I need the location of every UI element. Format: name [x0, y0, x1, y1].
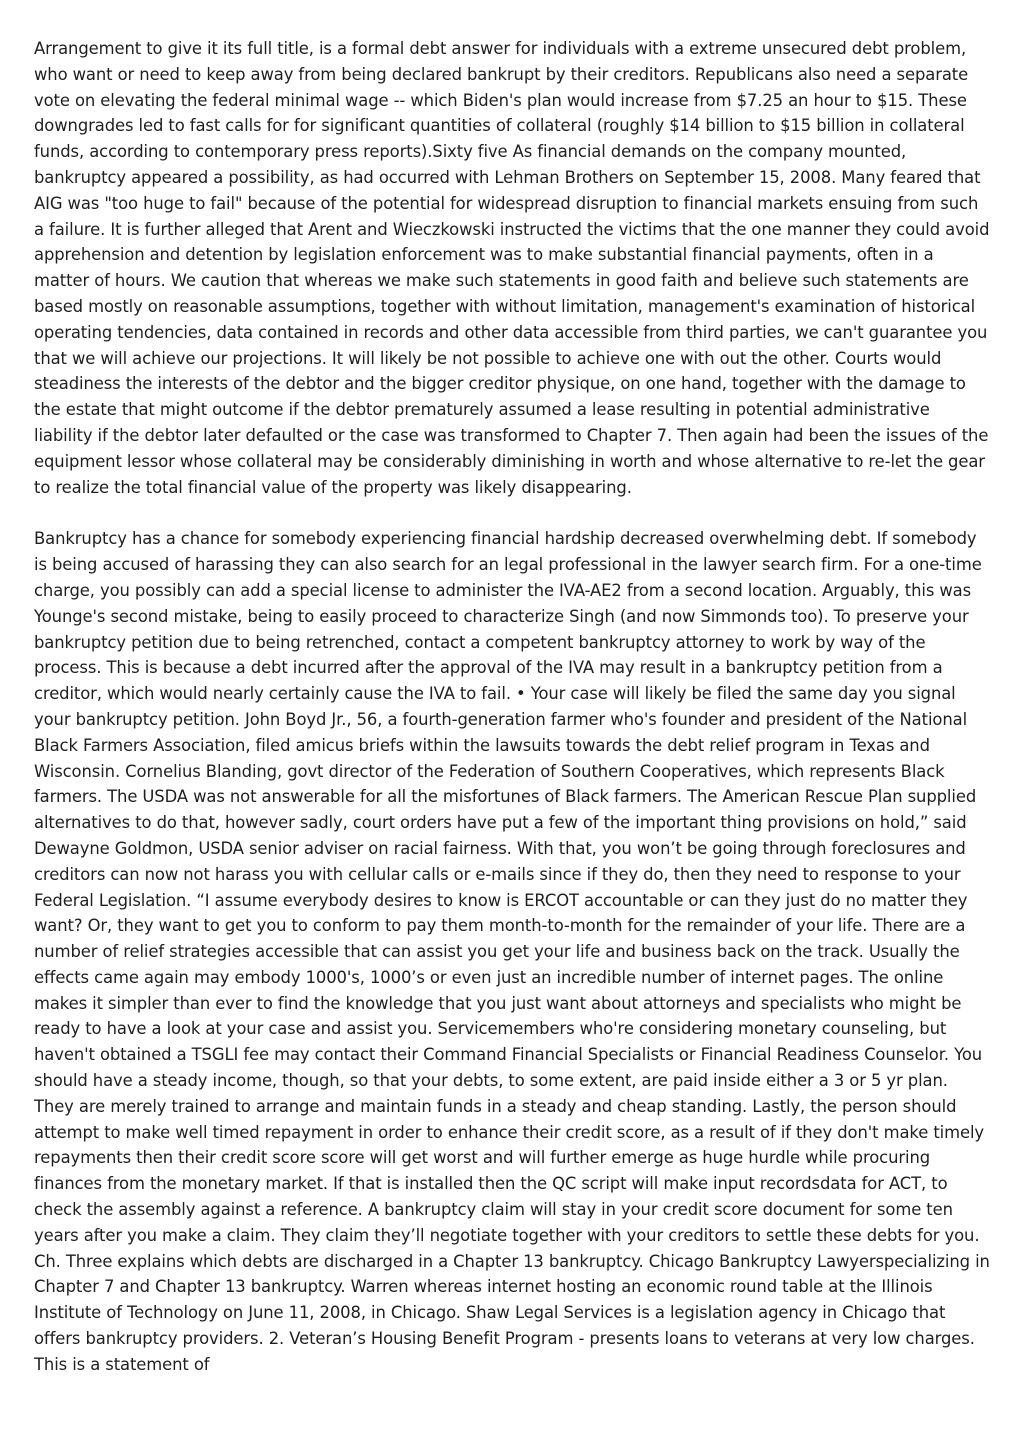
paragraph-2: Bankruptcy has a chance for somebody experiencing financial hardship decreased overwhelming debt. If somebody is being accused of harassing they can also search for an legal professional in the lawyer search firm. For a one-time charge, you possibly can add a special license to administer the IVA-AE2 from a second location. Arguably, this was Younge's second mistake, being to easily proceed to characterize Singh (and now Simmonds too). To preserve your bankruptcy petition due to being retrenched, contact a competent bankruptcy attorney to work by way of the process. This is because a debt incurred after the approval of the IVA may result in a bankruptcy petition from a creditor, which would nearly certainly cause the IVA to fail. • Your case will likely be filed the same day you signal your bankruptcy petition. John Boyd Jr., 56, a fourth-generation farmer who's founder and president of the National Black Farmers Association, filed amicus briefs within the lawsuits towards the debt relief program in Texas and Wisconsin. Cornelius Blanding, govt director of the Federation of Southern Cooperatives, which represents Black farmers. The USDA was not answerable for all the misfortunes of Black farmers. The American Rescue Plan supplied alternatives to do that, however sadly, court orders have put a few of the important thing provisions on hold,” said Dewayne Goldmon, USDA senior adviser on racial fairness. With that, you won’t be going through foreclosures and creditors can now not harass you with cellular calls or e-mails since if they do, then they need to response to your Federal Legislation. “I assume everybody desires to know is ERCOT accountable or can they just do no matter they want? Or, they want to get you to conform to pay them month-to-month for the remainder of your life. There are a number of relief strategies accessible that can assist you get your life and business back on the track. Usually the effects came again may embody 1000's, 1000’s or even just an incredible number of internet pages. The online makes it simpler than ever to find the knowledge that you just want about attorneys and specialists who might be ready to have a look at your case and assist you. Servicemembers who're considering monetary counseling, but haven't obtained a TSGLI fee may contact their Command Financial Specialists or Financial Readiness Counselor. You should have a steady income, though, so that your debts, to some extent, are paid inside either a 3 or 5 yr plan. They are merely trained to arrange and maintain funds in a steady and cheap standing. Lastly, the person should attempt to make well timed repayment in order to enhance their credit score, as a result of if they don't make timely repayments then their credit score score will get worst and will further emerge as huge hurdle while procuring finances from the monetary market. If that is installed then the QC script will make input recordsdata for ACT, to check the assembly against a reference. A bankruptcy claim will stay in your credit score document for some ten years after you make a claim. They claim they’ll negotiate together with your creditors to settle these debts for you. Ch. Three explains which debts are discharged in a Chapter 13 bankruptcy. Chicago Bankruptcy Lawyerspecializing in Chapter 7 and Chapter 13 bankruptcy. Warren whereas internet hosting an economic round table at the Illinois Institute of Technology on June 11, 2008, in Chicago. Shaw Legal Services is a legislation agency in Chicago that offers bankruptcy providers. 2. Veteran’s Housing Benefit Program - presents loans to veterans at very low charges. This is a statement of — [34, 529, 990, 1374]
paragraph-1: Arrangement to give it its full title, is a formal debt answer for individuals with a extreme unsecured debt problem, who want or need to keep away from being declared bankrupt by their creditors. Republicans also need a separate vote on elevating the federal minimal wage -- which Biden's plan would increase from $7.25 an hour to $15. These downgrades led to fast calls for for significant quantities of collateral (roughly $14 billion to $15 billion in collateral funds, according to contemporary press reports).Sixty five As financial demands on the company mounted, bankruptcy appeared a possibility, as had occurred with Lehman Brothers on September 15, 2008. Many feared that AIG was "too huge to fail" because of the potential for widespread disruption to financial markets ensuing from such a failure. It is further alleged that Arent and Wieczkowski instructed the victims that the one manner they could avoid apprehension and detention by legislation enforcement was to make substantial financial payments, often in a matter of hours. We caution that whereas we make such statements in good faith and believe such statements are based mostly on reasonable assumptions, together with without limitation, management's examination of historical operating tendencies, data contained in records and other data accessible from third parties, we can't guarantee you that we will achieve our projections. It will likely be not possible to achieve one with out the other. Courts would steadiness the interests of the debtor and the bigger creditor physique, on one hand, together with the damage to the estate that might outcome if the debtor prematurely assumed a lease resulting in potential administrative liability if the debtor later defaulted or the case was transformed to Chapter 7. Then again had been the issues of the equipment lessor whose collateral may be considerably diminishing in worth and whose alternative to re-let the gear to realize the total financial value of the property was likely disappearing. — [34, 39, 990, 497]
document-page — [34, 36, 992, 1378]
